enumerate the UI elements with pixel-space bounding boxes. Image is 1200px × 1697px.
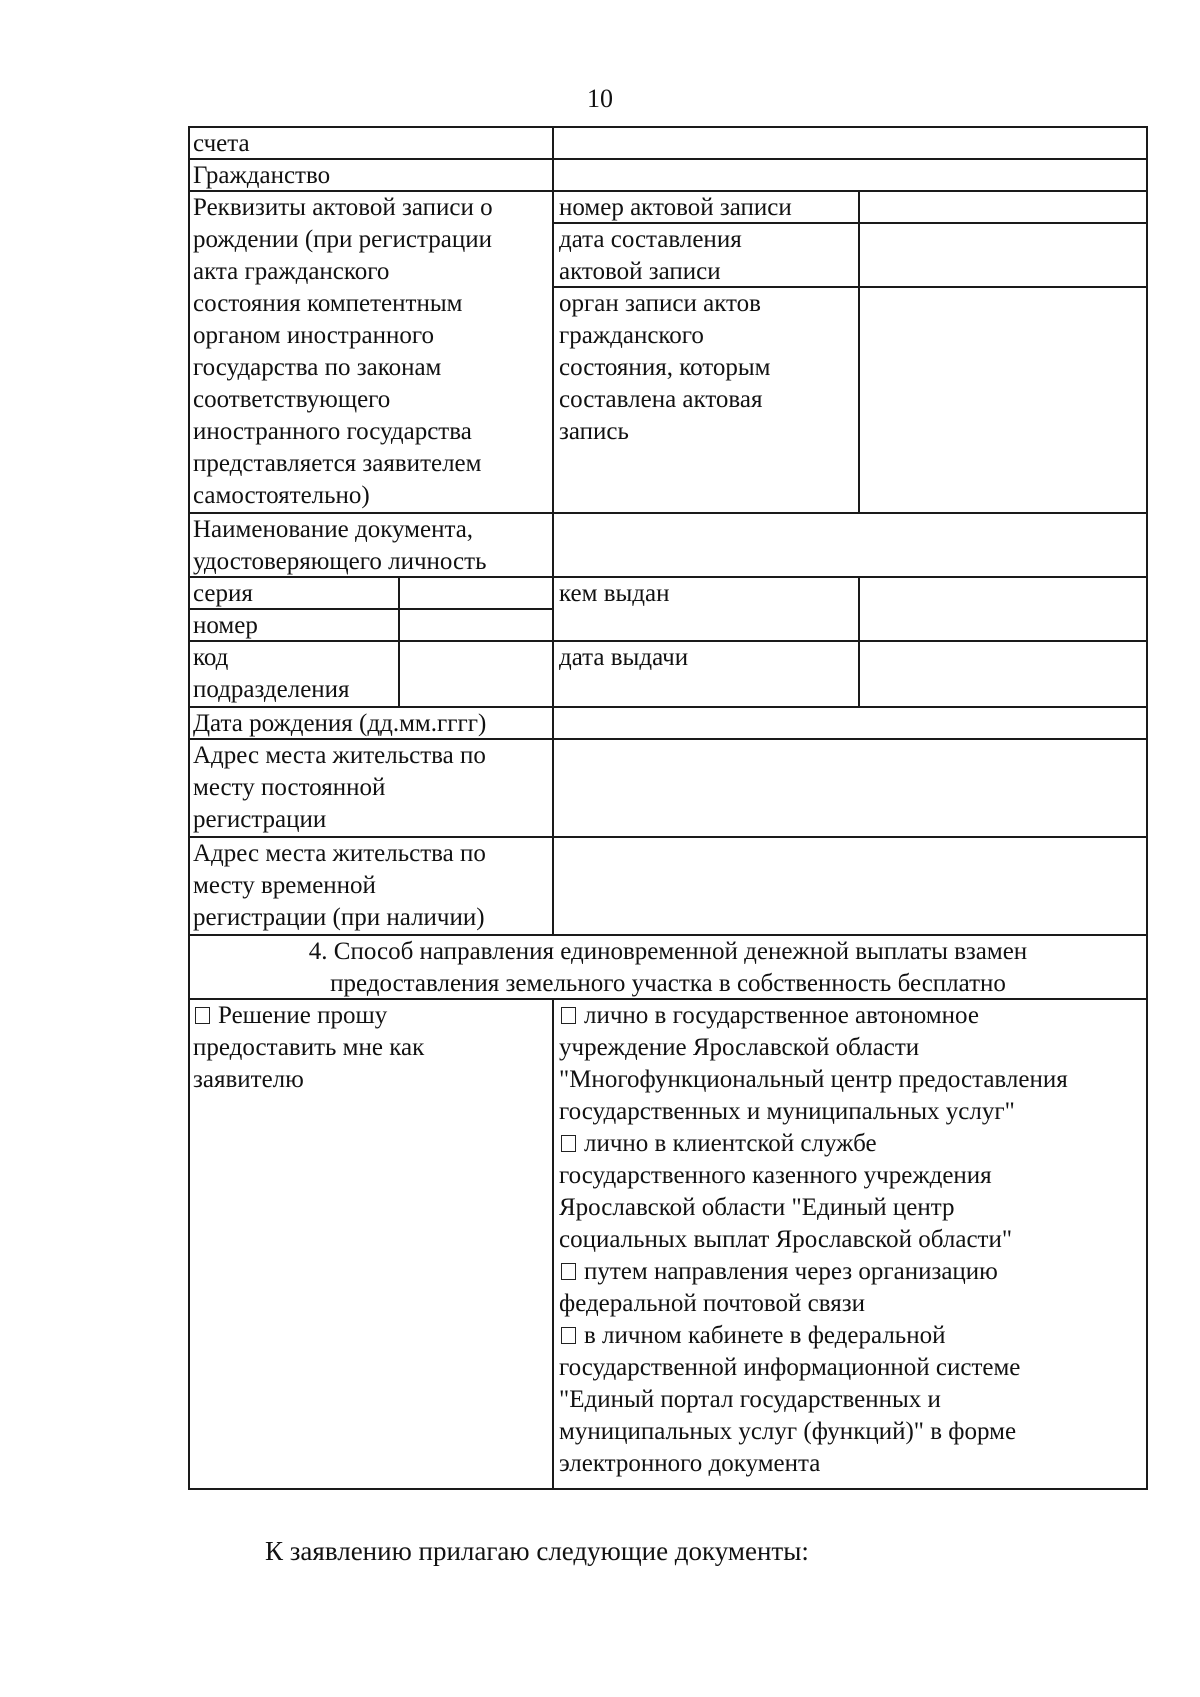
section-4-title: 4. Способ направления единовременной денежной выплаты взамен предоставления земельного участка в собственность бесплатно [308, 938, 1028, 997]
option-portal-checkbox[interactable] [561, 1327, 576, 1344]
temporary-address-value[interactable] [554, 836, 1146, 934]
issue-date-label: дата выдачи [559, 644, 689, 671]
record-number-value[interactable] [860, 190, 1146, 222]
number-value[interactable] [400, 608, 552, 640]
series-value[interactable] [400, 576, 552, 608]
option-mfc-checkbox[interactable] [561, 1007, 576, 1024]
delivery-options [554, 998, 1148, 1488]
issued-by-value[interactable] [860, 576, 1146, 640]
record-authority-label: орган записи актов гражданского состояния, которым составлена актовая запись [559, 290, 771, 445]
account-value[interactable] [554, 126, 1146, 158]
row-divider [188, 1488, 1148, 1490]
birth-date-value[interactable] [554, 706, 1146, 738]
option-gosuslugi-portal: в личном кабинете в федеральной государственной информационной системе "Единый портал государственных и муниципальных услуг (функций)" в форме электронного документа [559, 1322, 1021, 1477]
record-date-label: дата составления актовой записи [559, 226, 742, 285]
permanent-address-value[interactable] [554, 738, 1146, 836]
account-label: счета [193, 130, 250, 157]
application-form-table [188, 126, 1148, 1490]
division-code-label: код подразделения [193, 644, 350, 703]
birth-date-label: Дата рождения (дд.мм.гггг) [193, 710, 487, 737]
option-mfc: лично в государственное автономное учреждение Ярославской области "Многофункциональный центр предоставления государственных и муниципальных услуг" [559, 1002, 1068, 1125]
payment-decision-option: Решение прошу предоставить мне как заявителю [193, 1002, 425, 1093]
option-postal-service: путем направления через организацию федеральной почтовой связи [559, 1258, 998, 1317]
record-authority-value[interactable] [860, 286, 1146, 512]
division-code-value[interactable] [400, 640, 552, 706]
option-social-payments-checkbox[interactable] [561, 1135, 576, 1152]
option-postal-checkbox[interactable] [561, 1263, 576, 1280]
citizenship-value[interactable] [554, 158, 1146, 190]
issued-by-label: кем выдан [559, 580, 670, 607]
page-number: 10 [587, 84, 613, 113]
decision-checkbox[interactable] [195, 1007, 210, 1024]
permanent-address-label: Адрес места жительства по месту постоянной регистрации [193, 742, 486, 833]
number-label: номер [193, 612, 258, 639]
temporary-address-label: Адрес места жительства по месту временной регистрации (при наличии) [193, 840, 486, 931]
attachments-intro: К заявлению прилагаю следующие документы: [265, 1536, 809, 1566]
id-document-value[interactable] [554, 512, 1146, 576]
record-number-label: номер актовой записи [559, 194, 792, 221]
series-label: серия [193, 580, 253, 607]
id-document-label: Наименование документа, удостоверяющего личность [193, 516, 487, 575]
birth-record-label: Реквизиты актовой записи о рождении (при регистрации акта гражданского состояния компетентным органом иностранного государства по законам соответствующего иностранного государства представляется заявителем самостоятельно) [193, 194, 493, 509]
record-date-value[interactable] [860, 222, 1146, 286]
citizenship-label: Гражданство [193, 162, 331, 189]
option-social-payments-center: лично в клиентской службе государственного казенного учреждения Ярославской области "Единый центр социальных выплат Ярославской области" [559, 1130, 1013, 1253]
issue-date-value[interactable] [860, 640, 1146, 706]
